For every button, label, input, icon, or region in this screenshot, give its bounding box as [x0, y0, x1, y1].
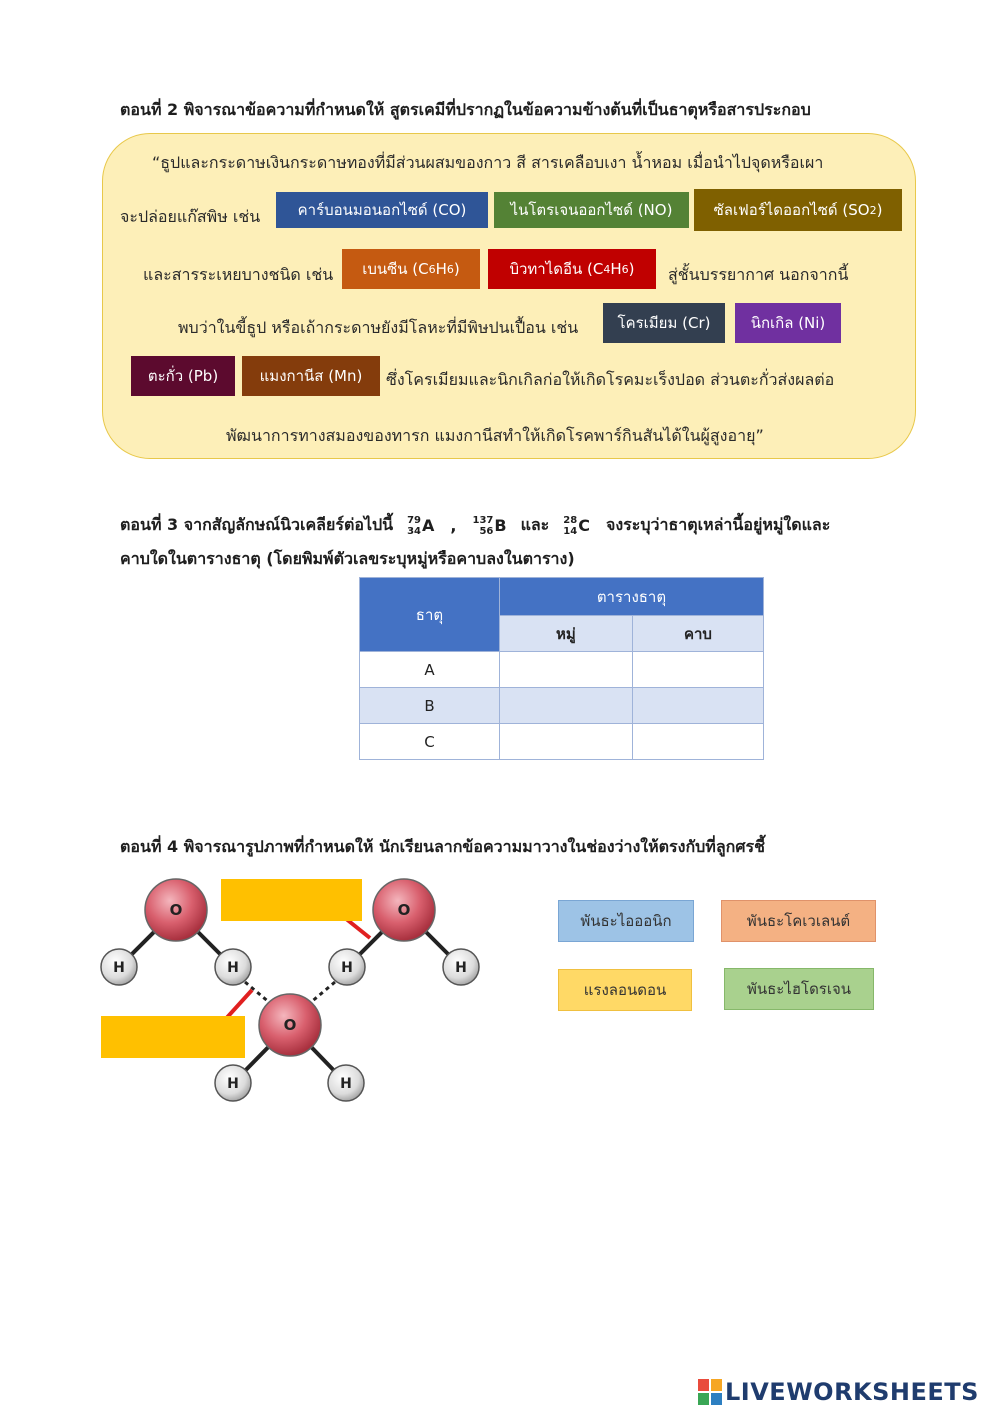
part3-heading [120, 513, 830, 538]
tag-butadiene-sub-2: 6 [621, 262, 629, 276]
quote-line-6: พัฒนาการทางสมองของทารก แมงกานีสทำให้เกิดโรคพาร์กินสันได้ในผู้สูงอายุ” [226, 426, 764, 445]
tag-sulfur-dioxide-label: ซัลเฟอร์ไดออกไซด์ (SO [713, 201, 870, 219]
nuclide-a-mass: 79 [407, 514, 422, 526]
col-periodic-header: ตารางธาตุ [499, 578, 763, 616]
row-a-group-input[interactable] [501, 660, 635, 680]
choice-london-force[interactable]: แรงลอนดอน [558, 969, 692, 1011]
oxygen-label-2: O [397, 901, 411, 919]
tag-benzene-label: เบนซีน (C [362, 260, 429, 278]
row-b-period-cell[interactable] [632, 688, 763, 724]
logo-mark-icon [698, 1379, 722, 1405]
part3-heading-text: ตอนที่ 3 จากสัญลักษณ์นิวเคลียร์ต่อไปนี้ [120, 515, 394, 534]
hydrogen-atom-3 [329, 949, 365, 985]
nuclide-a [407, 515, 434, 537]
hydrogen-label-2: H [227, 960, 239, 976]
periodic-answer-table [359, 577, 764, 760]
hydrogen-label-4: H [455, 960, 467, 976]
tag-nickel[interactable]: นิกเกิล (Ni) [735, 303, 841, 343]
tag-sulfur-dioxide-end: ) [876, 201, 883, 219]
hydrogen-atom-2 [215, 949, 251, 985]
part3-heading-line-2: คาบใดในตารางธาตุ (โดยพิมพ์ตัวเลขระบุหมู่หรือคาบลงในตาราง) [120, 549, 575, 568]
row-c-period-cell[interactable] [632, 724, 763, 760]
choice-covalent-bond[interactable]: พันธะโคเวเลนต์ [721, 900, 876, 942]
drop-zone-lower[interactable] [101, 1016, 245, 1058]
table-row [360, 724, 764, 760]
tag-benzene-sub-2: 6 [446, 262, 454, 276]
tag-lead[interactable]: ตะกั่ว (Pb) [131, 356, 235, 396]
row-b-period-input[interactable] [634, 696, 766, 716]
nuclide-and: และ [520, 515, 550, 534]
row-c-group-cell[interactable] [499, 724, 632, 760]
row-c-element: C [360, 724, 500, 760]
tag-butadiene-h: H [610, 260, 622, 278]
tag-chromium[interactable]: โครเมียม (Cr) [603, 303, 725, 343]
row-a-period-input[interactable] [634, 660, 766, 680]
row-a-element: A [360, 652, 500, 688]
quote-line-2-text: จะปล่อยแก๊สพิษ เช่น [120, 207, 261, 226]
col-element-header: ธาตุ [360, 578, 500, 652]
tag-sulfur-dioxide[interactable] [694, 189, 902, 231]
hydrogen-label-5: H [227, 1076, 239, 1092]
nuclide-b-mass: 137 [472, 514, 494, 526]
row-b-group-cell[interactable] [499, 688, 632, 724]
nuclide-c-atomic: 14 [563, 525, 578, 537]
nuclide-comma: , [450, 516, 457, 535]
tag-butadiene[interactable] [488, 249, 656, 289]
quote-box [102, 133, 916, 459]
nuclide-c-mass: 28 [563, 514, 578, 526]
nuclide-c-symbol: C [578, 516, 590, 535]
oxygen-atom-1 [145, 879, 207, 941]
drop-zone-upper[interactable] [221, 879, 362, 921]
hydrogen-label-1: H [113, 960, 125, 976]
nuclide-a-atomic: 34 [407, 525, 422, 537]
row-b-element: B [360, 688, 500, 724]
tag-benzene-h: H [435, 260, 447, 278]
col-period-header: คาบ [632, 616, 763, 652]
quote-line-1: “ธูปและกระดาษเงินกระดาษทองที่มีส่วนผสมของกาว สี สารเคลือบเงา น้ำหอม เมื่อนำไปจุดหรือเผา [152, 153, 824, 172]
quote-line-4-text: พบว่าในขี้ธูป หรือเถ้ากระดาษยังมีโลหะที่มีพิษปนเปื้อน เช่น [178, 318, 579, 337]
choice-hydrogen-bond[interactable]: พันธะไฮโดรเจน [724, 968, 874, 1010]
tag-benzene-sub-1: 6 [428, 262, 436, 276]
tag-sulfur-dioxide-sub: 2 [869, 203, 877, 217]
nuclide-b-symbol: B [494, 516, 507, 535]
tag-benzene-end: ) [453, 260, 460, 278]
hydrogen-atom-4 [443, 949, 479, 985]
quote-line-3-text: และสารระเหยบางชนิด เช่น [143, 265, 334, 284]
liveworksheets-logo [698, 1378, 979, 1406]
nuclide-c [563, 515, 590, 537]
nuclide-b-atomic: 56 [479, 525, 494, 537]
logo-text: LIVEWORKSHEETS [725, 1378, 979, 1406]
hydrogen-atom-5 [215, 1065, 251, 1101]
nuclide-a-symbol: A [422, 516, 435, 535]
row-b-group-input[interactable] [501, 696, 635, 716]
oxygen-atom-3 [259, 994, 321, 1056]
nuclide-b [472, 515, 506, 537]
oxygen-atom-2 [373, 879, 435, 941]
row-a-period-cell[interactable] [632, 652, 763, 688]
row-c-period-input[interactable] [634, 732, 766, 752]
tag-carbon-monoxide[interactable]: คาร์บอนมอนอกไซด์ (CO) [276, 192, 488, 228]
tag-benzene[interactable] [342, 249, 480, 289]
quote-line-5-text: ซึ่งโครเมียมและนิกเกิลก่อให้เกิดโรคมะเร็งปอด ส่วนตะกั่วส่งผลต่อ [386, 370, 835, 389]
part3-heading-end: จงระบุว่าธาตุเหล่านี้อยู่หมู่ใดและ [605, 515, 831, 534]
table-row [360, 652, 764, 688]
quote-line-3-end: สู่ชั้นบรรยากาศ นอกจากนี้ [668, 265, 849, 284]
hydrogen-atom-1 [101, 949, 137, 985]
tag-butadiene-sub-1: 4 [603, 262, 611, 276]
tag-butadiene-end: ) [628, 260, 635, 278]
oxygen-label-3: O [283, 1016, 297, 1034]
hydrogen-label-3: H [341, 960, 353, 976]
part4-heading: ตอนที่ 4 พิจารณารูปภาพที่กำหนดให้ นักเรียนลากข้อความมาวางในช่องว่างให้ตรงกับที่ลูกศรชี้ [120, 837, 765, 856]
row-a-group-cell[interactable] [499, 652, 632, 688]
row-c-group-input[interactable] [501, 732, 635, 752]
table-row [360, 688, 764, 724]
choice-ionic-bond[interactable]: พันธะไอออนิก [558, 900, 694, 942]
tag-manganese[interactable]: แมงกานีส (Mn) [242, 356, 380, 396]
col-group-header: หมู่ [499, 616, 632, 652]
part2-heading: ตอนที่ 2 พิจารณาข้อความที่กำหนดให้ สูตรเคมีที่ปรากฏในข้อความข้างต้นที่เป็นธาตุหรือสารประกอบ [120, 100, 811, 119]
hydrogen-atom-6 [328, 1065, 364, 1101]
tag-butadiene-label: บิวทาไดอีน (C [509, 260, 604, 278]
hydrogen-label-6: H [340, 1076, 352, 1092]
tag-nitrogen-oxide[interactable]: ไนโตรเจนออกไซด์ (NO) [494, 192, 689, 228]
oxygen-label-1: O [169, 901, 183, 919]
